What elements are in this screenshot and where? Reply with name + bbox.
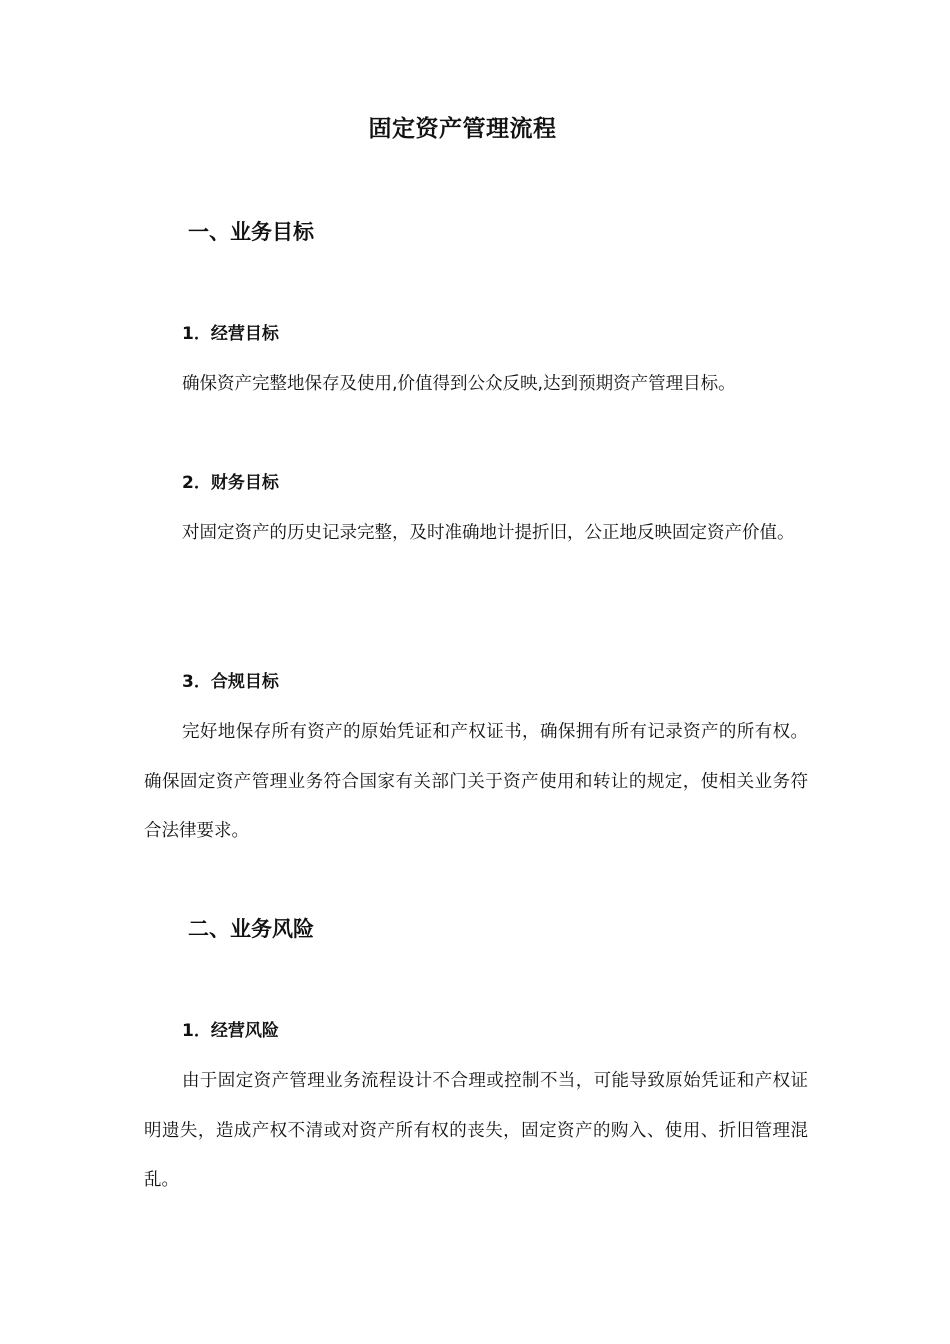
subheading-compliance-objectives: 3．合规目标: [182, 672, 279, 692]
section-heading-business-risks: 二、业务风险: [188, 917, 314, 941]
paragraph-financial-objectives: 对固定资产的历史记录完整，及时准确地计提折旧，公正地反映固定资产价值。: [182, 523, 795, 543]
section-heading-business-objectives: 一、业务目标: [188, 220, 314, 244]
paragraph-compliance-objectives: 完好地保存所有资产的原始凭证和产权证书，确保拥有所有记录资产的所有权。确保固定资产管理业务符合国家有关部门关于资产使用和转让的规定，使相关业务符合法律要求。: [144, 722, 808, 841]
page-title: 固定资产管理流程: [368, 116, 557, 142]
subheading-financial-objectives: 2．财务目标: [182, 473, 279, 493]
paragraph-operating-risks: 由于固定资产管理业务流程设计不合理或控制不当，可能导致原始凭证和产权证明遗失，造成产权不清或对资产所有权的丧失，固定资产的购入、使用、折旧管理混乱。: [144, 1071, 808, 1190]
subheading-operating-objectives: 1．经营目标: [182, 324, 279, 344]
subheading-operating-risks: 1．经营风险: [182, 1021, 279, 1041]
paragraph-operating-objectives: 确保资产完整地保存及使用,价值得到公众反映,达到预期资产管理目标。: [182, 374, 736, 394]
